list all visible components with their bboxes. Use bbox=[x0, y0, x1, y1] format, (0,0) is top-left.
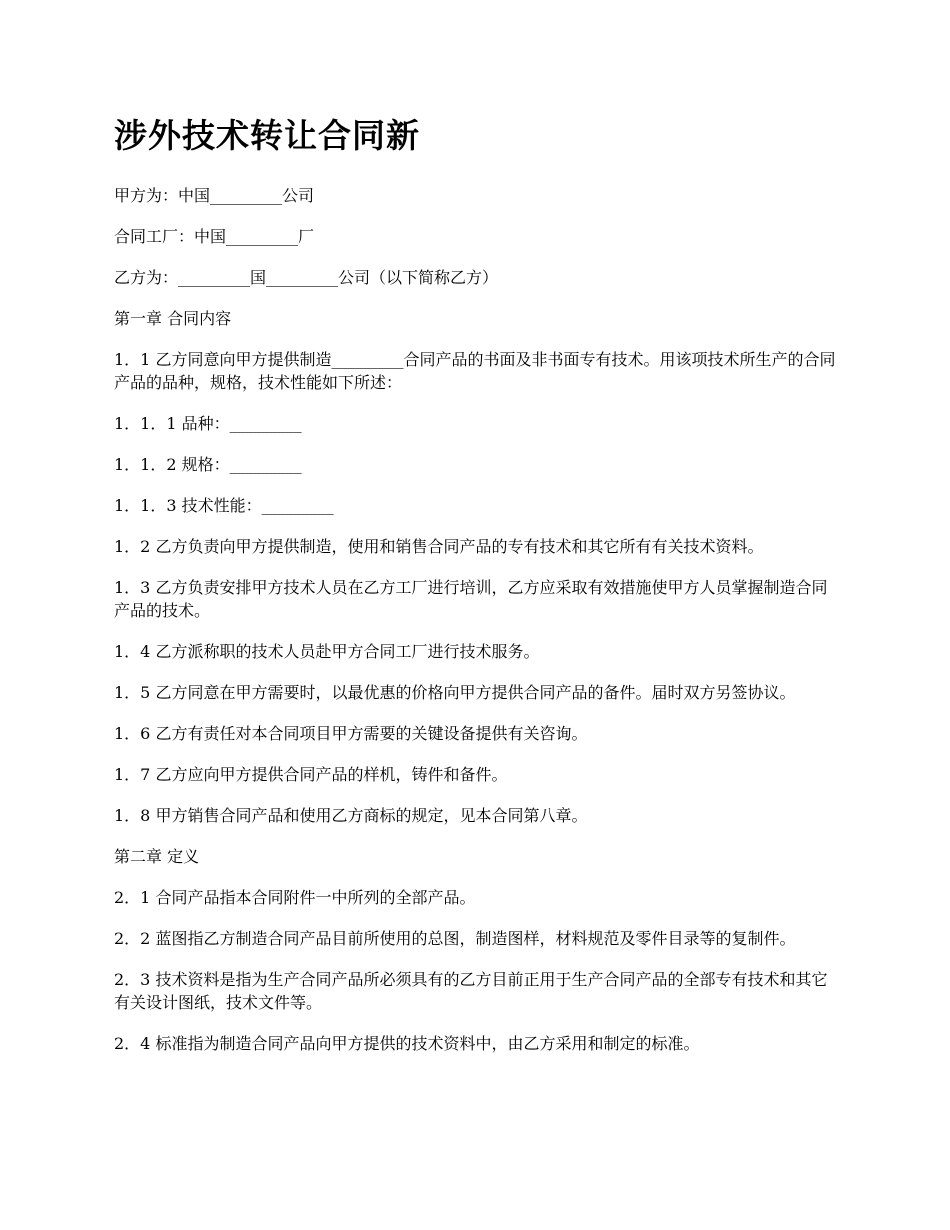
clause-2-3: 2．3 技术资料是指为生产合同产品所必须具有的乙方目前正用于生产合同产品的全部专有技术和其它有关设计图纸，技术文件等。 bbox=[114, 970, 828, 1012]
party-a-line: 甲方为：中国_________公司 bbox=[114, 186, 315, 205]
party-b-line: 乙方为：_________国_________公司（以下简称乙方） bbox=[114, 268, 499, 287]
clause-1-3: 1．3 乙方负责安排甲方技术人员在乙方工厂进行培训，乙方应采取有效措施使甲方人员掌握制造合同产品的技术。 bbox=[114, 578, 828, 620]
clause-1-1-3: 1．1．3 技术性能：_________ bbox=[114, 496, 334, 515]
clause-2-1: 2．1 合同产品指本合同附件一中所列的全部产品。 bbox=[114, 888, 476, 907]
clause-1-1: 1．1 乙方同意向甲方提供制造_________合同产品的书面及非书面专有技术。用该项技术所生产的合同产品的品种，规格，技术性能如下所述： bbox=[114, 350, 836, 392]
clause-2-2: 2．2 蓝图指乙方制造合同产品目前所使用的总图，制造图样，材料规范及零件目录等的复制件。 bbox=[114, 929, 796, 948]
clause-2-4: 2．4 标准指为制造合同产品向甲方提供的技术资料中，由乙方采用和制定的标准。 bbox=[114, 1034, 700, 1053]
document-title: 涉外技术转让合同新 bbox=[114, 116, 420, 155]
chapter-2-heading: 第二章 定义 bbox=[114, 847, 200, 866]
clause-1-4: 1．4 乙方派称职的技术人员赴甲方合同工厂进行技术服务。 bbox=[114, 642, 540, 661]
clause-1-2: 1．2 乙方负责向甲方提供制造，使用和销售合同产品的专有技术和其它所有有关技术资料。 bbox=[114, 537, 764, 556]
clause-1-8: 1．8 甲方销售合同产品和使用乙方商标的规定，见本合同第八章。 bbox=[114, 806, 588, 825]
clause-1-5: 1．5 乙方同意在甲方需要时，以最优惠的价格向甲方提供合同产品的备件。届时双方另签协议。 bbox=[114, 683, 796, 702]
clause-1-1-2: 1．1．2 规格：_________ bbox=[114, 455, 302, 474]
clause-1-1-1: 1．1．1 品种：_________ bbox=[114, 414, 302, 433]
clause-1-6: 1．6 乙方有责任对本合同项目甲方需要的关键设备提供有关咨询。 bbox=[114, 724, 588, 743]
document-page bbox=[114, 112, 840, 1073]
contract-factory-line: 合同工厂：中国_________厂 bbox=[114, 227, 315, 246]
clause-1-7: 1．7 乙方应向甲方提供合同产品的样机，铸件和备件。 bbox=[114, 765, 508, 784]
chapter-1-heading: 第一章 合同内容 bbox=[114, 309, 232, 328]
